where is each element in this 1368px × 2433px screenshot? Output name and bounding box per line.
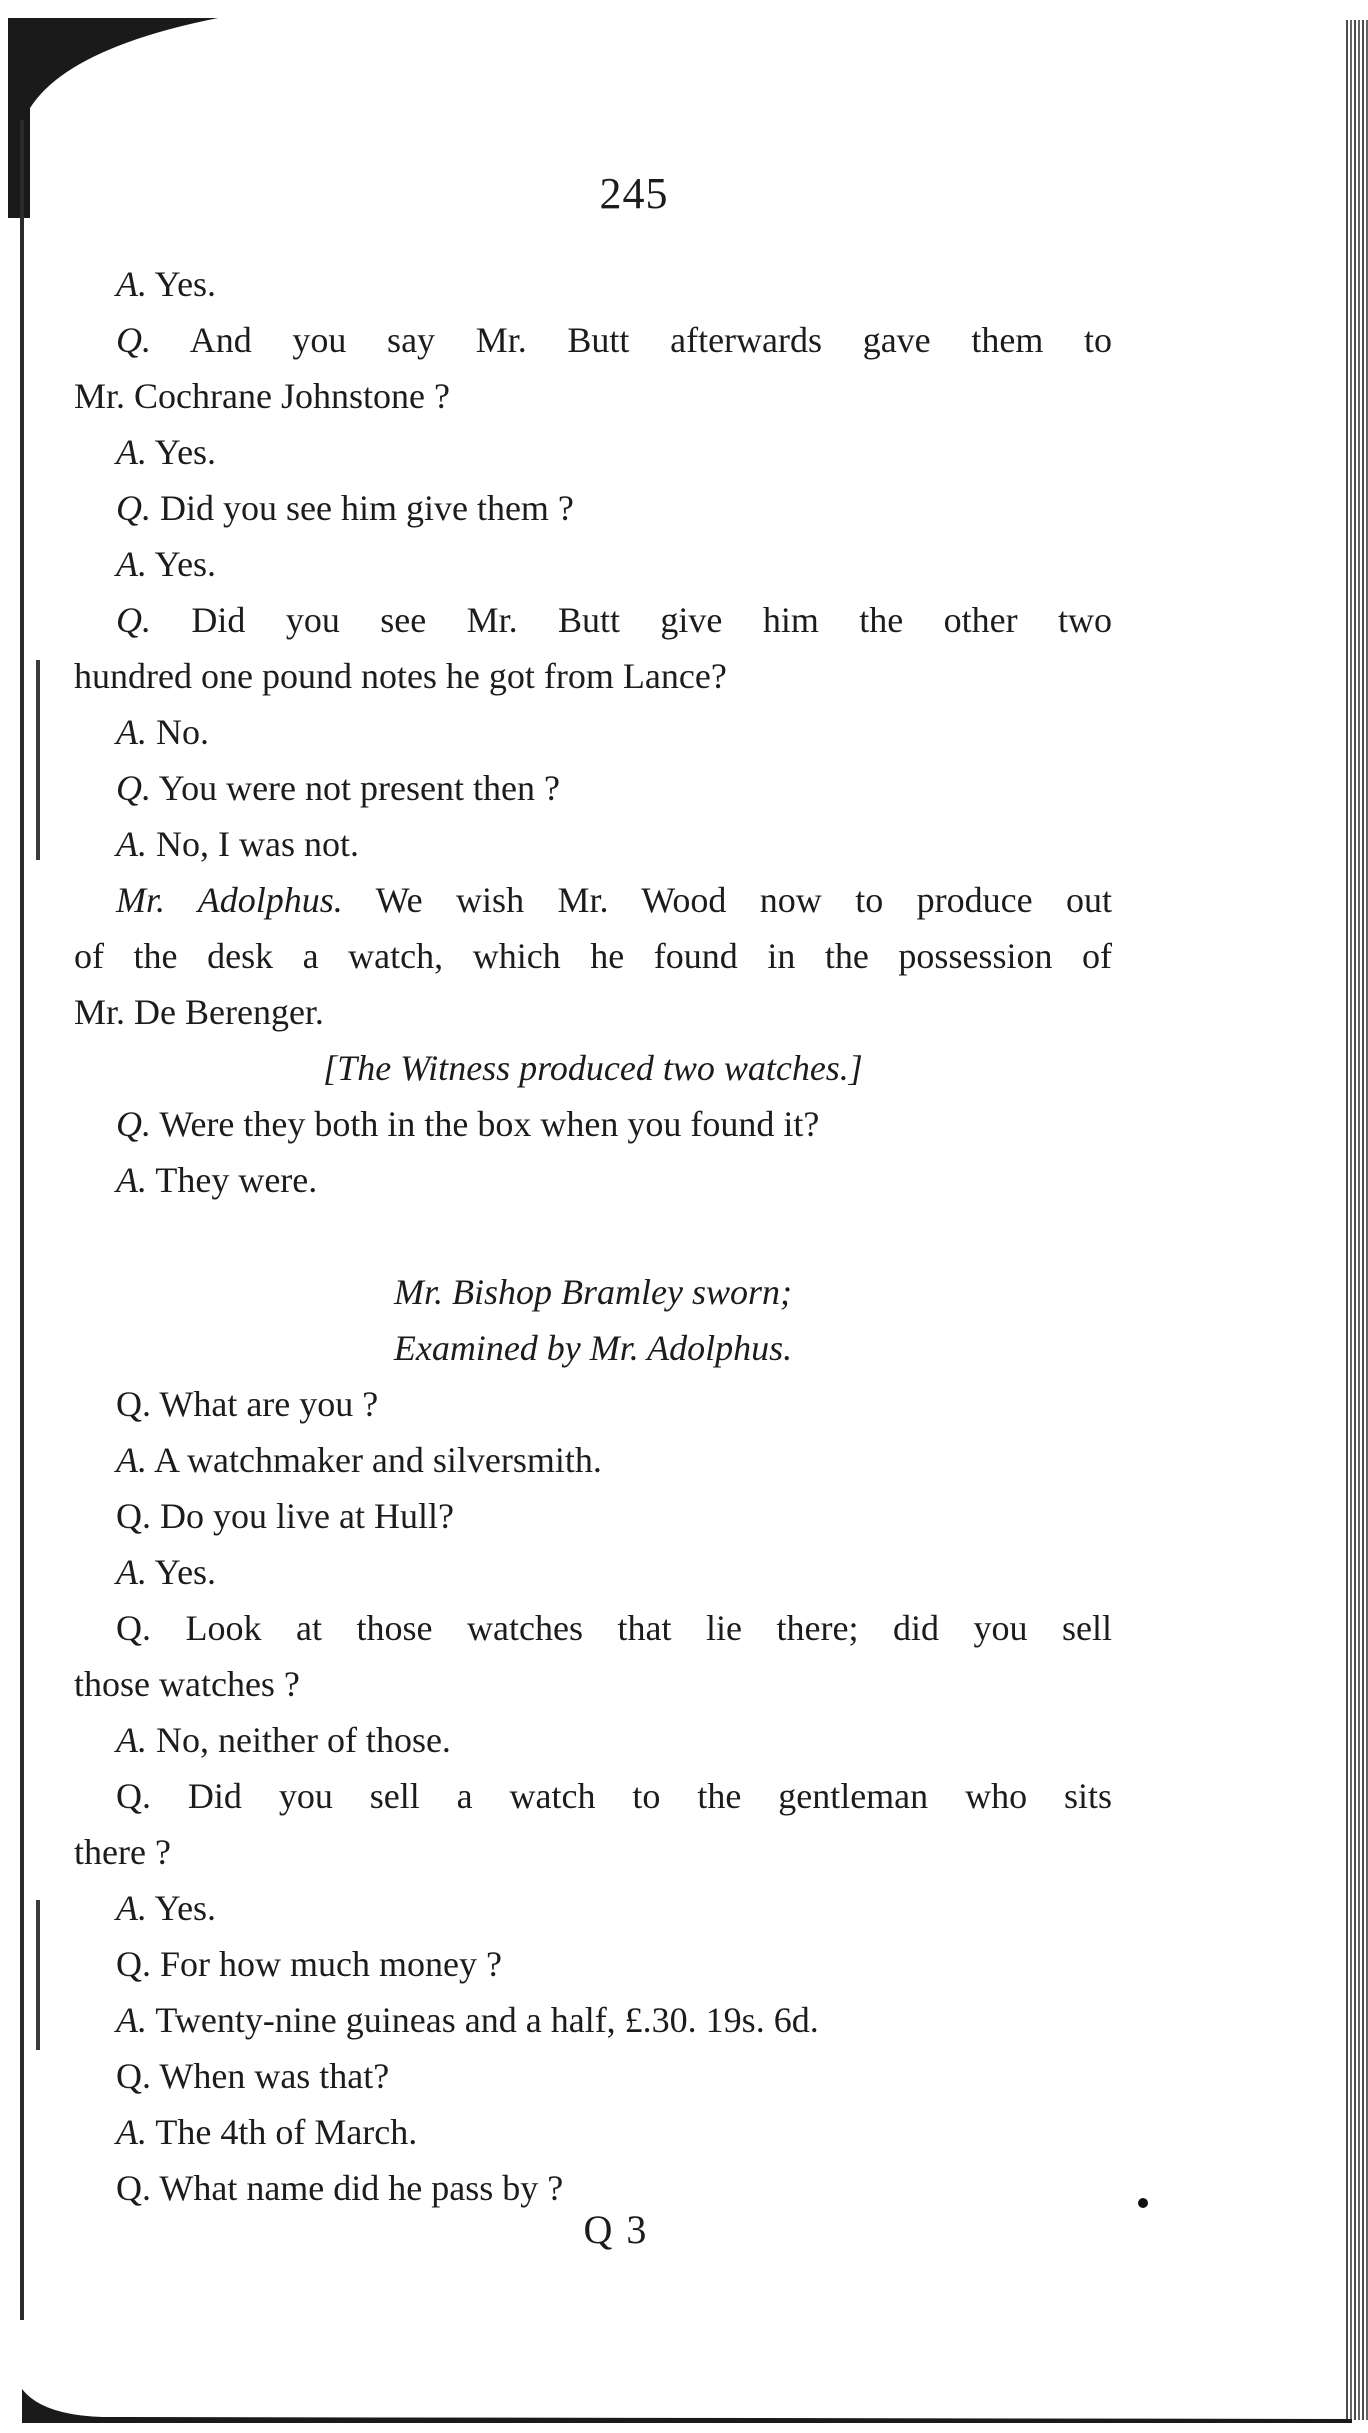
line-text: No.: [156, 712, 209, 752]
line-text: What are you ?: [159, 1384, 379, 1424]
speaker-label: A.: [116, 1888, 147, 1928]
text-line: [74, 1824, 1112, 1880]
line-text: Twenty-nine guineas and a half, £.30. 19s. 6d.: [155, 2000, 819, 2040]
line-text: Were they both in the box when you found it?: [159, 1104, 820, 1144]
text-line: [74, 1992, 1112, 2048]
line-text: When was that?: [159, 2056, 390, 2096]
line-text: Did you sell a watch to the gentleman who sits: [187, 1776, 1113, 1816]
speaker-label: A.: [116, 544, 147, 584]
text-line: [74, 480, 1112, 536]
speaker-label: Q.: [116, 600, 151, 640]
speaker-label: A.: [116, 432, 147, 472]
speaker-label: A.: [116, 2112, 147, 2152]
line-text: Look at those watches that lie there; did you sell: [185, 1608, 1113, 1648]
text-line: [74, 536, 1112, 592]
speaker-label: A.: [116, 1720, 147, 1760]
speaker-label: A.: [116, 264, 147, 304]
page-bottom-shadow: [22, 2389, 1352, 2423]
line-text: You were not present then ?: [158, 768, 560, 808]
line-text: those watches ?: [74, 1664, 300, 1704]
speaker-label: Q.: [116, 488, 151, 528]
speaker-label: Q.: [116, 1104, 151, 1144]
line-text: Did you see Mr. Butt give him the other two: [191, 600, 1112, 640]
line-text: there ?: [74, 1832, 171, 1872]
speaker-label: A.: [116, 1552, 147, 1592]
text-line: [74, 1488, 1112, 1544]
line-text: Mr. Cochrane Johnstone ?: [74, 376, 450, 416]
text-line: [74, 1544, 1112, 1600]
line-text: We wish Mr. Wood now to produce out: [375, 880, 1112, 920]
text-line: [74, 312, 1112, 368]
line-text: Mr. De Berenger.: [74, 992, 324, 1032]
text-line: [74, 872, 1112, 928]
speaker-label: Q.: [116, 1608, 151, 1648]
line-text: No, I was not.: [156, 824, 359, 864]
witness-heading: Mr. Bishop Bramley sworn;: [394, 1272, 792, 1312]
text-line: [74, 424, 1112, 480]
line-text: For how much money ?: [160, 1944, 502, 1984]
left-edge-mark: [36, 1900, 40, 2050]
text-line: [74, 648, 1112, 704]
speaker-label: A.: [116, 824, 147, 864]
text-line: [74, 1376, 1112, 1432]
text-line: [74, 1096, 1112, 1152]
speaker-label: A.: [116, 2000, 147, 2040]
text-line: [74, 1768, 1112, 1824]
text-line: [74, 1432, 1112, 1488]
speaker-label: Q.: [116, 2168, 151, 2208]
speaker-label: Q.: [116, 1496, 151, 1536]
page-text: [74, 256, 1112, 2216]
spacer: [74, 1208, 1112, 1264]
speaker-label: Q.: [116, 1944, 151, 1984]
text-line: [74, 256, 1112, 312]
text-line: [74, 1656, 1112, 1712]
line-text: They were.: [155, 1160, 318, 1200]
text-line: [74, 1152, 1112, 1208]
line-text: Yes.: [154, 1552, 217, 1592]
text-line: [74, 1600, 1112, 1656]
text-line: [74, 2048, 1112, 2104]
stage-direction: [The Witness produced two watches.]: [323, 1048, 863, 1088]
right-page-edge: [1346, 20, 1368, 2420]
line-text: Did you see him give them ?: [160, 488, 574, 528]
line-text: Yes.: [154, 432, 217, 472]
left-page-edge: [20, 120, 24, 2320]
line-text: Yes.: [154, 1888, 217, 1928]
speaker-label: A.: [116, 712, 147, 752]
signature-mark: Q 3: [583, 2207, 649, 2252]
line-text: Do you live at Hull?: [160, 1496, 454, 1536]
text-line: [74, 760, 1112, 816]
page-number: 245: [599, 169, 669, 218]
line-text: No, neither of those.: [156, 1720, 451, 1760]
speaker-label: Mr. Adolphus.: [116, 880, 343, 920]
examination-heading: Examined by Mr. Adolphus.: [393, 1328, 793, 1368]
speaker-label: A.: [116, 1160, 147, 1200]
speaker-label: Q.: [116, 320, 151, 360]
text-line: [74, 984, 1112, 1040]
text-line: [74, 1936, 1112, 1992]
text-line: [74, 928, 1112, 984]
text-line: [74, 816, 1112, 872]
text-line: [74, 704, 1112, 760]
text-line: [74, 1880, 1112, 1936]
line-text: What name did he pass by ?: [159, 2168, 564, 2208]
text-line: [74, 368, 1112, 424]
line-text: Yes.: [154, 544, 217, 584]
text-line: [74, 1712, 1112, 1768]
text-line: [74, 592, 1112, 648]
line-text: hundred one pound notes he got from Lance?: [74, 656, 727, 696]
line-text: of the desk a watch, which he found in the possession of: [74, 936, 1112, 976]
line-text: Yes.: [154, 264, 217, 304]
speaker-label: Q.: [116, 768, 151, 808]
speaker-label: Q.: [116, 1384, 151, 1424]
line-text: The 4th of March.: [155, 2112, 418, 2152]
text-line: [74, 2104, 1112, 2160]
line-text: A watchmaker and silversmith.: [154, 1440, 602, 1480]
left-edge-mark: [36, 660, 40, 860]
line-text: And you say Mr. Butt afterwards gave them to: [189, 320, 1112, 360]
speaker-label: Q.: [116, 1776, 151, 1816]
speaker-label: A.: [116, 1440, 147, 1480]
speaker-label: Q.: [116, 2056, 151, 2096]
